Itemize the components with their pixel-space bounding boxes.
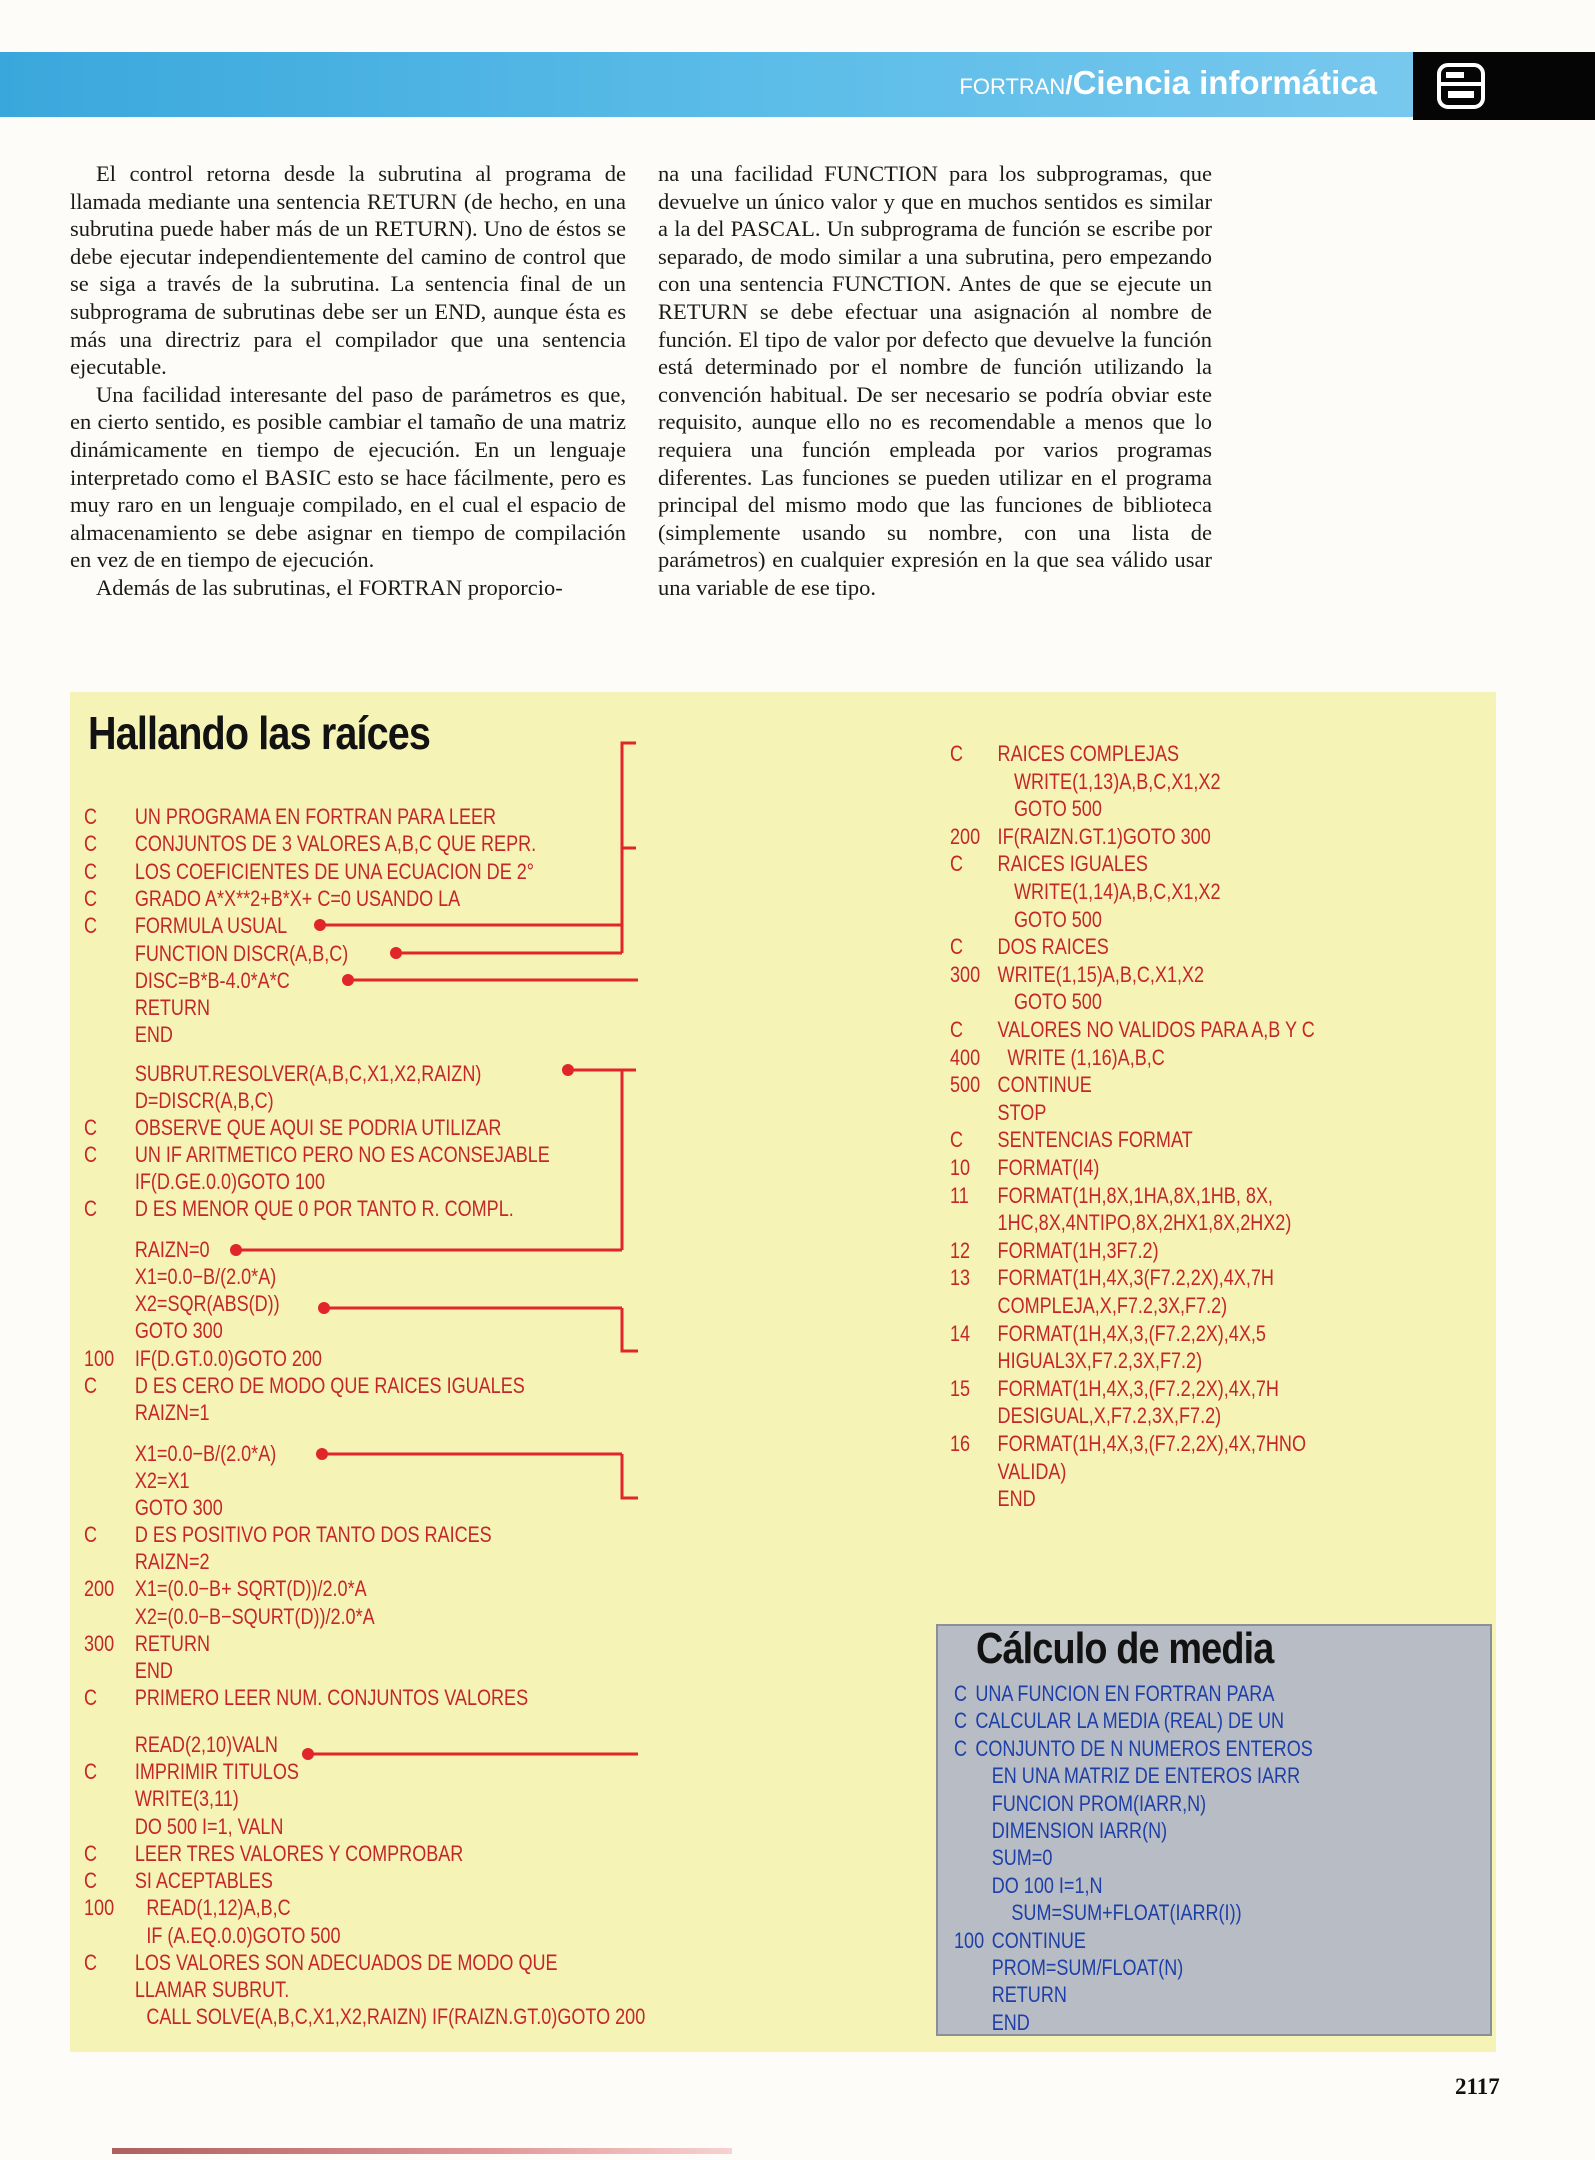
line-code: GRADO A*X**2+B*X+ C=0 USANDO LA <box>134 886 461 911</box>
line-code: GOTO 500 <box>1013 906 1102 932</box>
line-code: EN UNA MATRIZ DE ENTEROS IARR <box>991 1763 1301 1789</box>
line-code: WRITE(1,15)A,B,C,X1,X2 <box>997 961 1205 987</box>
line-code: RETURN <box>134 995 211 1020</box>
line-number: 11 <box>950 1182 969 1208</box>
line-code: END <box>997 1486 1036 1512</box>
connector-dot <box>318 1302 330 1314</box>
line-code: DESIGUAL,X,F7.2,3X,F7.2) <box>997 1403 1222 1429</box>
line-number: C <box>84 859 98 884</box>
line-number: C <box>950 1127 964 1153</box>
connector-dot <box>316 1448 328 1460</box>
line-code: WRITE(3,11) <box>134 1786 239 1811</box>
line-code: GOTO 500 <box>1013 796 1102 822</box>
line-code: RAIZN=1 <box>134 1400 210 1425</box>
line-code: RETURN <box>991 1982 1067 2008</box>
line-code: END <box>134 1022 173 1047</box>
connector-line <box>622 1308 638 1351</box>
line-code: FORMAT(1H,4X,3,(F7.2,2X),4X,7HNO <box>997 1431 1306 1456</box>
line-code: LOS VALORES SON ADECUADOS DE MODO QUE <box>134 1950 558 1975</box>
line-number: C <box>84 1685 98 1710</box>
paragraph: El control retorna desde la subrutina al programa de llamada mediante una sentencia RETURN (de hecho, en una subrutina puede haber más de un RETURN). Uno de éstos se debe ejecutar independientemente del camino de control que se siga a través de la subrutina. La sentencia final de un subprograma de subrutinas debe ser un END, aunque ésta es más una directriz para el compilador que una sentencia ejecutable. <box>70 161 626 380</box>
line-number: 300 <box>950 961 981 987</box>
line-code: FORMAT(1H,8X,1HA,8X,1HB, 8X, <box>997 1182 1273 1208</box>
line-code: IF (A.EQ.0.0)GOTO 500 <box>146 1923 341 1948</box>
line-number: C <box>84 913 98 938</box>
line-number: C <box>84 1841 98 1866</box>
line-code: UN IF ARITMETICO PERO NO ES ACONSEJABLE <box>134 1142 550 1167</box>
line-number: C <box>950 741 964 766</box>
line-code: WRITE(1,14)A,B,C,X1,X2 <box>1013 879 1221 904</box>
line-code: FORMAT(1H,4X,3,(F7.2,2X),4X,5 <box>997 1320 1266 1346</box>
line-number: 16 <box>950 1431 971 1456</box>
line-code: OBSERVE QUE AQUI SE PODRIA UTILIZAR <box>134 1115 502 1140</box>
line-code: WRITE (1,16)A,B,C <box>1007 1044 1165 1070</box>
connector-dot <box>342 974 354 986</box>
line-code: D ES CERO DE MODO QUE RAICES IGUALES <box>134 1373 525 1398</box>
line-number: 14 <box>950 1320 971 1346</box>
line-number: C <box>954 1735 968 1761</box>
line-code: HIGUAL3X,F7.2,3X,F7.2) <box>997 1348 1203 1374</box>
line-code: CONJUNTO DE N NUMEROS ENTEROS <box>975 1735 1313 1761</box>
line-code: PROM=SUM/FLOAT(N) <box>991 1955 1184 1980</box>
line-code: FORMAT(1H,4X,3(F7.2,2X),4X,7H <box>997 1265 1274 1291</box>
line-code: DO 500 I=1, VALN <box>134 1814 284 1839</box>
line-code: SENTENCIAS FORMAT <box>997 1127 1193 1153</box>
line-number: C <box>84 1373 98 1398</box>
line-code: GOTO 300 <box>134 1495 223 1520</box>
line-number: C <box>950 1017 964 1042</box>
line-code: X2=X1 <box>134 1468 190 1493</box>
line-code: CONJUNTOS DE 3 VALORES A,B,C QUE REPR. <box>134 831 537 856</box>
paragraph: Además de las subrutinas, el FORTRAN proporcio- <box>96 574 563 600</box>
line-number: C <box>950 851 964 877</box>
line-code: X1=(0.0−B+ SQRT(D))/2.0*A <box>134 1576 367 1601</box>
line-code: FORMULA USUAL <box>134 913 288 938</box>
header-section: Ciencia informática <box>1072 64 1377 101</box>
line-code: LLAMAR SUBRUT. <box>134 1977 290 2002</box>
line-number: C <box>84 1759 98 1784</box>
line-code: SI ACEPTABLES <box>134 1868 273 1893</box>
line-code: RAIZN=0 <box>134 1237 210 1262</box>
line-code: FORMAT(I4) <box>997 1155 1100 1180</box>
line-code: DISC=B*B-4.0*A*C <box>134 968 290 993</box>
line-number: C <box>950 934 964 960</box>
line-code: RAIZN=2 <box>134 1549 210 1574</box>
line-number: 13 <box>950 1265 971 1291</box>
line-code: CONTINUE <box>997 1072 1092 1098</box>
line-code: DO 100 I=1,N <box>991 1872 1103 1898</box>
line-code: X2=SQR(ABS(D)) <box>134 1291 280 1316</box>
line-code: END <box>991 2009 1030 2035</box>
line-number: C <box>84 886 98 911</box>
line-number: C <box>84 1950 98 1975</box>
line-number: 200 <box>84 1576 115 1601</box>
line-code: VALIDA) <box>997 1458 1067 1484</box>
line-number: C <box>954 1708 968 1734</box>
line-number: C <box>84 1142 98 1167</box>
line-code: D ES MENOR QUE 0 POR TANTO R. COMPL. <box>134 1196 514 1221</box>
line-code: D ES POSITIVO POR TANTO DOS RAICES <box>134 1522 492 1547</box>
line-number: 500 <box>950 1072 981 1098</box>
line-code: IF(RAIZN.GT.1)GOTO 300 <box>997 823 1211 849</box>
header-slash: / <box>1065 70 1073 100</box>
line-code: VALORES NO VALIDOS PARA A,B Y C <box>997 1017 1315 1042</box>
line-code: X1=0.0−B/(2.0*A) <box>134 1264 277 1289</box>
line-number: C <box>84 1196 98 1221</box>
connector-line <box>622 1454 638 1498</box>
line-code: LEER TRES VALORES Y COMPROBAR <box>134 1841 464 1866</box>
paragraph: Una facilidad interesante del paso de parámetros es que, en cierto sentido, es posible cambiar el tamaño de una matriz dinámicamente en tiempo de ejecución. En un lenguaje interpretado como el BASIC esto se hace fácilmente, pero es muy raro en un lenguaje compilado, en el cual el espacio de almacenamiento se debe asignar en tiempo de compilación en vez de en tiempo de ejecución. <box>70 381 626 573</box>
line-number: C <box>84 1522 98 1547</box>
line-code: X2=(0.0−B−SQURT(D))/2.0*A <box>134 1604 375 1629</box>
line-code: CALCULAR LA MEDIA (REAL) DE UN <box>975 1708 1285 1734</box>
connector-line <box>622 1070 636 1250</box>
line-number: 200 <box>950 823 981 849</box>
header-series: FORTRAN <box>959 74 1066 99</box>
line-number: C <box>954 1681 968 1706</box>
line-number: 300 <box>84 1631 115 1656</box>
line-code: 1HC,8X,4NTIPO,8X,2HX1,8X,2HX2) <box>997 1210 1292 1236</box>
line-code: IMPRIMIR TITULOS <box>134 1759 299 1784</box>
line-code: UN PROGRAMA EN FORTRAN PARA LEER <box>134 804 497 829</box>
line-code: DOS RAICES <box>997 934 1109 960</box>
line-number: 12 <box>950 1237 971 1263</box>
line-code: FUNCTION DISCR(A,B,C) <box>134 941 349 966</box>
page-number: 2117 <box>1455 2074 1500 2099</box>
line-code: CALL SOLVE(A,B,C,X1,X2,RAIZN) IF(RAIZN.GT.0)GOTO 200 <box>146 2004 646 2029</box>
line-code: RAICES IGUALES <box>997 851 1148 877</box>
connector-dot <box>390 947 402 959</box>
line-code: CONTINUE <box>991 1927 1086 1953</box>
line-code: FORMAT(1H,4X,3,(F7.2,2X),4X,7H <box>997 1375 1279 1401</box>
connector-dot <box>230 1244 242 1256</box>
line-code: GOTO 500 <box>1013 989 1102 1015</box>
line-number: 100 <box>84 1346 115 1371</box>
line-number: C <box>84 804 98 829</box>
line-code: X1=0.0−B/(2.0*A) <box>134 1441 277 1466</box>
line-code: IF(D.GT.0.0)GOTO 200 <box>134 1346 322 1371</box>
line-code: LOS COEFICIENTES DE UNA ECUACION DE 2° <box>134 859 535 884</box>
line-code: SUM=0 <box>991 1845 1053 1871</box>
line-code: FUNCION PROM(IARR,N) <box>991 1790 1207 1816</box>
line-number: C <box>84 1115 98 1140</box>
line-code: FORMAT(1H,3F7.2) <box>997 1237 1159 1263</box>
line-number: 400 <box>950 1044 981 1070</box>
line-number: 100 <box>954 1927 985 1953</box>
line-code: DIMENSION IARR(N) <box>991 1818 1168 1843</box>
bottom-decoration <box>112 2148 732 2154</box>
line-code: UNA FUNCION EN FORTRAN PARA <box>975 1681 1275 1706</box>
line-code: STOP <box>997 1099 1047 1125</box>
line-number: 100 <box>84 1895 115 1920</box>
line-code: READ(1,12)A,B,C <box>146 1895 291 1920</box>
line-code: COMPLEJA,X,F7.2,3X,F7.2) <box>997 1293 1228 1318</box>
line-code: END <box>134 1658 173 1683</box>
connector-dot <box>562 1064 574 1076</box>
line-code: READ(2,10)VALN <box>134 1732 278 1757</box>
connector-dot <box>314 919 326 931</box>
line-number: C <box>84 1868 98 1893</box>
line-code: RETURN <box>134 1631 211 1656</box>
code-title-raices: Hallando las raíces <box>88 707 431 759</box>
line-code: PRIMERO LEER NUM. CONJUNTOS VALORES <box>134 1685 529 1710</box>
line-code: SUBRUT.RESOLVER(A,B,C,X1,X2,RAIZN) <box>134 1061 482 1086</box>
line-number: 15 <box>950 1375 971 1401</box>
line-number: 10 <box>950 1155 971 1180</box>
line-code: GOTO 300 <box>134 1318 223 1343</box>
line-code: SUM=SUM+FLOAT(IARR(I)) <box>1011 1900 1242 1926</box>
connector-dot <box>302 1748 314 1760</box>
line-number: C <box>84 831 98 856</box>
paragraph: na una facilidad FUNCTION para los subprogramas, que devuelve un único valor y que en muchos sentidos es similar a la del PASCAL. Un subprograma de función se escribe por separado, de modo similar a una subrutina, pero empezando con una sentencia FUNCTION. Antes de que se ejecute un RETURN se debe efectuar una asignación al nombre de función. El tipo de valor por defecto que devuelve la función está determinado por el nombre de función utilizando la convención habitual. De ser necesario se podría obviar este requisito, aunque ello no es recomendable a menos que lo requiera una función empleada por varios programas diferentes. Las funciones se pueden utilizar en el programa principal del mismo modo que las funciones de biblioteca (simplemente usando su nombre, con una lista de parámetros) en cualquier expresión en la que sea válido usar una variable de ese tipo. <box>658 161 1212 600</box>
line-code: IF(D.GE.0.0)GOTO 100 <box>134 1169 325 1194</box>
line-code: RAICES COMPLEJAS <box>997 741 1180 766</box>
line-code: D=DISCR(A,B,C) <box>134 1088 274 1113</box>
line-code: WRITE(1,13)A,B,C,X1,X2 <box>1013 768 1221 794</box>
code-title-media: Cálculo de media <box>976 1624 1274 1673</box>
